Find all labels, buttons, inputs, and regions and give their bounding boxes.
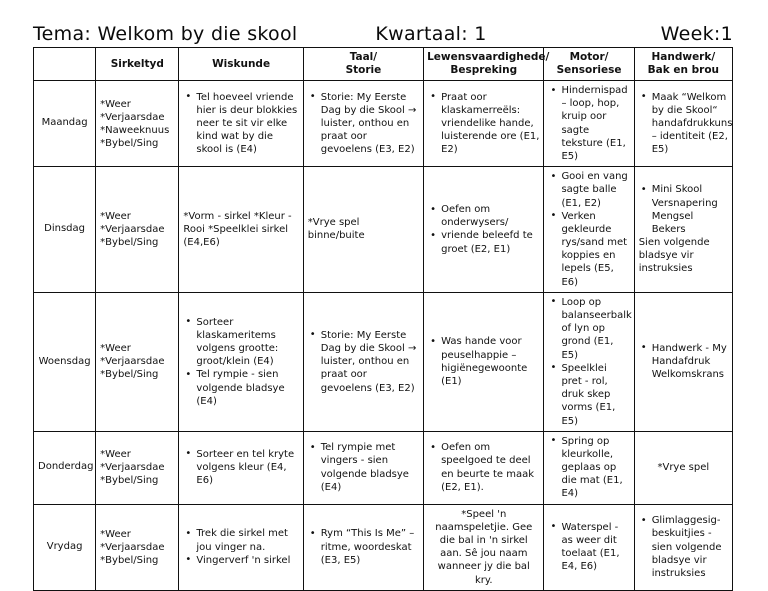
cell-vrydag-handwerk <box>634 504 732 590</box>
star-line: *Bybel/Sing <box>100 475 159 487</box>
week-label: Week:1 <box>660 23 733 45</box>
cell-donderdag-motor <box>544 431 634 504</box>
star-line: *Weer <box>100 528 131 540</box>
cell-dinsdag-wiskunde <box>179 167 303 293</box>
star-line: *Verjaarsdae <box>100 541 165 553</box>
list-item: • Tel hoeveel vriende hier is deur blokkies neer te sit vir elke kind wat by die skool is (E4) <box>196 91 298 157</box>
header-handwerk <box>634 48 732 81</box>
cell-maandag-sirkeltyd <box>96 81 179 167</box>
cell-donderdag-wiskunde <box>179 431 303 504</box>
list-item: • Handwerk - My Handafdruk Welkomskrans <box>652 342 728 382</box>
header-day <box>34 48 96 81</box>
cell-woensdag-motor <box>544 292 634 431</box>
page-heading <box>33 14 733 44</box>
table-row <box>34 292 733 431</box>
table-row <box>34 431 733 504</box>
cell-woensdag-handwerk <box>634 292 732 431</box>
weekly-planner-table <box>33 47 733 591</box>
star-line: *Verjaarsdae <box>100 111 165 123</box>
table-row <box>34 504 733 590</box>
cell-maandag-lewensvaardighede <box>424 81 544 167</box>
cell-vrydag-sirkeltyd <box>96 504 179 590</box>
day-name-woensdag: Woensdag <box>34 292 96 431</box>
cell-maandag-handwerk <box>634 81 732 167</box>
header-taal <box>303 48 423 81</box>
cell-dinsdag-taal <box>303 167 423 293</box>
header-motor-line2: Sensoriese <box>556 64 622 76</box>
list-item: • Oefen om speelgoed te deel en beurte te maak (E2, E1). <box>441 441 539 494</box>
list-item: • Mini Skool Versnapering Mengsel Bekers <box>652 183 728 236</box>
cell-dinsdag-handwerk <box>634 167 732 293</box>
plain-line: *Speel 'n naamspeletjie. Gee die bal in 'n sirkel aan. Sê jou naam wanneer jy die bal kry. <box>435 508 533 586</box>
cell-vrydag-motor <box>544 504 634 590</box>
list-item: • Oefen om onderwysers/ <box>441 203 539 229</box>
list-item: • Tel rympie met vingers - sien volgende bladsye (E4) <box>321 441 419 494</box>
list-item: • Sorteer en tel kryte volgens kleur (E4, E6) <box>196 448 298 488</box>
list-item: • Waterspel - as weer dit toelaat (E1, E4, E6) <box>561 521 629 574</box>
header-handwerk-line1: Handwerk/ <box>651 51 716 64</box>
list-item: • Storie: My Eerste Dag by die Skool → luister, onthou en praat oor gevoelens (E3, E2) <box>321 329 419 395</box>
cell-woensdag-taal <box>303 292 423 431</box>
cell-dinsdag-lewensvaardighede <box>424 167 544 293</box>
cell-woensdag-sirkeltyd <box>96 292 179 431</box>
list-item: • Storie: My Eerste Dag by die Skool → luister, onthou en praat oor gevoelens (E3, E2) <box>321 91 419 157</box>
star-line: *Verjaarsdae <box>100 462 165 474</box>
header-handwerk-line2: Bak en brou <box>647 64 720 76</box>
list-item: • Loop op balanseerbalk of lyn op grond (E1, E5) <box>561 296 629 362</box>
plain-line: *Vrye spel <box>657 462 710 474</box>
header-taal-line1: Taal/ <box>349 51 378 64</box>
star-line: *Verjaarsdae <box>100 356 165 368</box>
star-line: *Bybel/Sing <box>100 369 159 381</box>
list-item: • Speelklei pret - rol, druk skep vorms (E1, E5) <box>561 362 629 428</box>
cell-woensdag-wiskunde <box>179 292 303 431</box>
plain-line: *Vrye spel binne/buite <box>307 217 365 242</box>
star-line: *Bybel/Sing <box>100 236 159 248</box>
header-lewensvaardighede-line2: Bespreking <box>450 64 518 76</box>
table-row <box>34 167 733 293</box>
cell-dinsdag-sirkeltyd <box>96 167 179 293</box>
cell-donderdag-handwerk <box>634 431 732 504</box>
header-sirkeltyd-line1: Sirkeltyd <box>110 57 164 70</box>
header-wiskunde <box>179 48 303 81</box>
table-header-row <box>34 48 733 81</box>
star-line: *Naweeknuus <box>100 124 170 136</box>
header-motor-line1: Motor/ <box>569 51 609 64</box>
list-item: • Hindernispad – loop, hop, kruip oor sagte teksture (E1, E5) <box>561 84 629 163</box>
list-item: • Was hande voor peuselhappie – higiënegewoonte (E1) <box>441 335 539 388</box>
plain-line: *Vorm - sirkel <box>183 210 251 222</box>
header-motor <box>544 48 634 81</box>
day-name-vrydag: Vrydag <box>34 504 96 590</box>
list-item: • Vingerverf 'n sirkel <box>196 554 298 567</box>
header-sirkeltyd <box>96 48 179 81</box>
theme-title: Tema: Welkom by die skool <box>33 23 298 45</box>
table-row <box>34 81 733 167</box>
cell-vrydag-taal <box>303 504 423 590</box>
star-line: *Weer <box>100 210 131 222</box>
day-name-maandag: Maandag <box>34 81 96 167</box>
cell-maandag-wiskunde <box>179 81 303 167</box>
day-name-dinsdag: Dinsdag <box>34 167 96 293</box>
plain-line: *Kleur - Rooi <box>183 210 292 235</box>
star-line: *Weer <box>100 449 131 461</box>
cell-donderdag-sirkeltyd <box>96 431 179 504</box>
list-item: • Tel rympie - sien volgende bladsye (E4) <box>196 368 298 408</box>
list-item: • Gooi en vang sagte balle (E1, E2) <box>561 170 629 210</box>
plain-line: *Speelklei sirkel (E4,E6) <box>183 223 289 249</box>
list-item: • Trek die sirkel met jou vinger na. <box>196 527 298 553</box>
list-item: • Spring op kleurkolle, geplaas op die mat (E1, E4) <box>561 435 629 501</box>
list-item: • Sorteer klaskameritems volgens grootte: groot/klein (E4) <box>196 316 298 369</box>
handwerk-note: Sien volgende bladsye vir instruksies <box>638 237 710 275</box>
list-item: • Rym “This Is Me” – ritme, woordeskat (E3, E5) <box>321 527 419 567</box>
star-line: *Weer <box>100 343 131 355</box>
header-lewensvaardighede <box>424 48 550 81</box>
list-item: • Praat oor klaskamerreëls: vriendelike hande, luisterende ore (E1, E2) <box>441 91 539 157</box>
list-item: • Maak “Welkom by die Skool“ handafdrukkuns – identiteit (E2, E5) <box>652 91 728 157</box>
star-line: *Verjaarsdae <box>100 223 165 235</box>
cell-vrydag-wiskunde <box>179 504 303 590</box>
day-name-donderdag: Donderdag <box>34 431 96 504</box>
term-label: Kwartaal: 1 <box>375 23 487 45</box>
cell-maandag-motor <box>544 81 634 167</box>
star-line: *Weer <box>100 98 131 110</box>
star-line: *Bybel/Sing <box>100 137 159 149</box>
header-wiskunde-line1: Wiskunde <box>212 57 271 70</box>
list-item: • Glimlaggesig-beskuitjies - sien volgende bladsye vir instruksies <box>652 514 728 580</box>
cell-woensdag-lewensvaardighede <box>424 292 544 431</box>
list-item: • Verken gekleurde rys/sand met koppies en lepels (E5, E6) <box>561 210 629 289</box>
cell-donderdag-lewensvaardighede <box>424 431 544 504</box>
cell-vrydag-lewensvaardighede <box>424 504 544 590</box>
header-lewensvaardighede-line1: Lewensvaardighede/ <box>427 51 550 64</box>
cell-donderdag-taal <box>303 431 423 504</box>
star-line: *Bybel/Sing <box>100 554 159 566</box>
cell-maandag-taal <box>303 81 423 167</box>
header-taal-line2: Storie <box>345 64 382 76</box>
cell-dinsdag-motor <box>544 167 634 293</box>
list-item: • vriende beleefd te groet (E2, E1) <box>441 229 539 255</box>
